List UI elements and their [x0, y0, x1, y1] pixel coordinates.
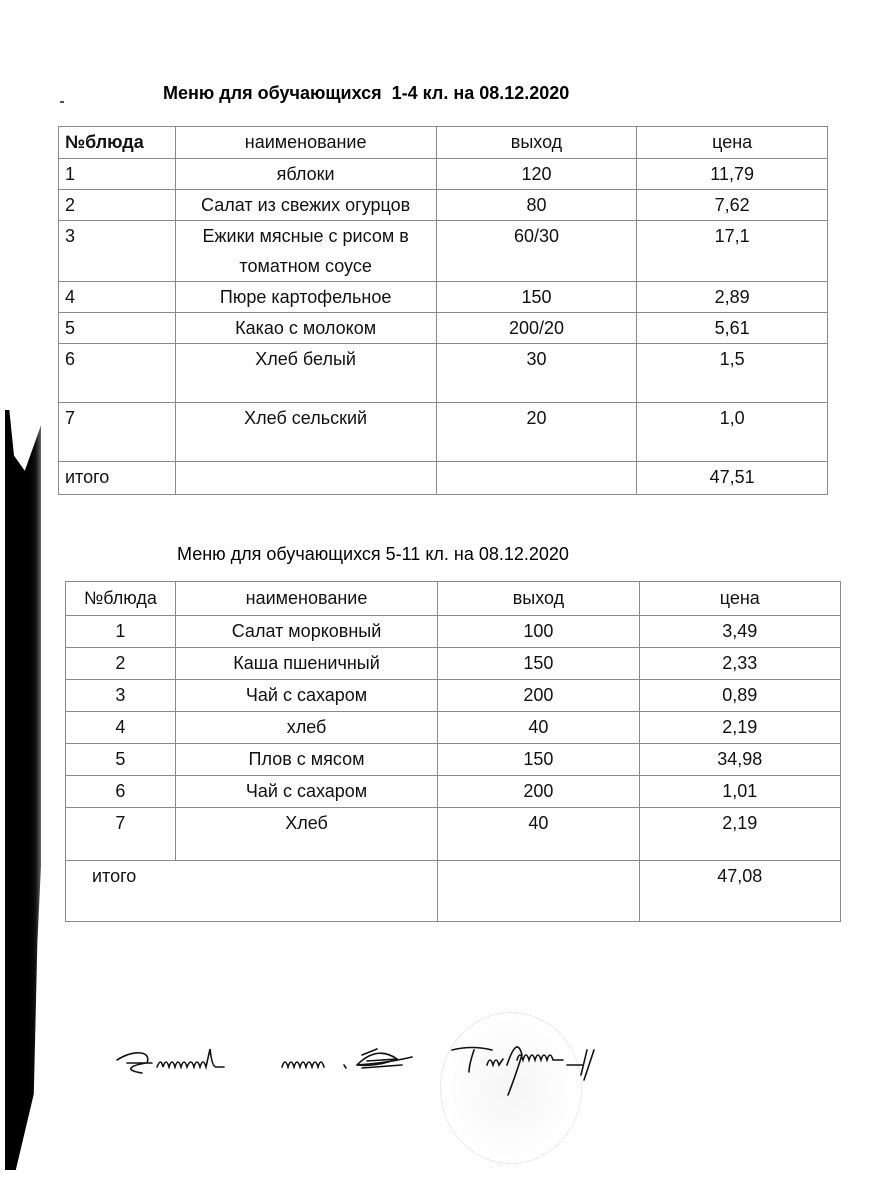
total-value: 47,51 — [637, 462, 828, 495]
cell-price: 7,62 — [637, 190, 828, 221]
menu-senior-title: Меню для обучающихся 5-11 кл. на 08.12.2020 — [177, 544, 569, 564]
empty-cell — [438, 861, 639, 922]
table-row — [66, 808, 841, 861]
cell-price: 2,19 — [639, 808, 840, 861]
cell-price: 3,49 — [639, 616, 840, 648]
handwritten-signature-icon — [112, 1035, 862, 1105]
cell-name: Каша пшеничный — [175, 648, 437, 680]
cell-output: 150 — [438, 744, 639, 776]
cell-price: 17,1 — [637, 221, 828, 282]
cell-output: 100 — [438, 616, 639, 648]
cell-price: 11,79 — [637, 159, 828, 190]
cell-output: 40 — [438, 808, 639, 861]
cell-num: 5 — [66, 744, 176, 776]
cell-output: 200/20 — [436, 313, 637, 344]
table-row — [59, 344, 828, 403]
cell-price: 1,0 — [637, 403, 828, 462]
cell-num: 3 — [66, 680, 176, 712]
menu-junior-table — [58, 126, 828, 495]
cell-price: 2,19 — [639, 712, 840, 744]
table-header-row — [66, 582, 841, 616]
cell-output: 120 — [436, 159, 637, 190]
cell-num: 4 — [66, 712, 176, 744]
table-row — [59, 313, 828, 344]
cell-num: 2 — [59, 190, 176, 221]
header-output: выход — [438, 582, 639, 616]
cell-output: 150 — [436, 282, 637, 313]
menu-senior-table — [65, 581, 841, 922]
table-row — [66, 776, 841, 808]
table-row — [66, 712, 841, 744]
menu-junior-title: Меню для обучающихся 1-4 кл. на 08.12.2020 — [163, 83, 570, 103]
cell-name: Какао с молоком — [175, 313, 436, 344]
total-label: итого — [59, 462, 176, 495]
table-row — [59, 403, 828, 462]
table-row — [66, 680, 841, 712]
scan-shadow-edge — [5, 410, 41, 1170]
table-row — [66, 744, 841, 776]
header-name: наименование — [175, 582, 437, 616]
cell-num: 4 — [59, 282, 176, 313]
table-header-row — [59, 127, 828, 159]
table-row — [59, 221, 828, 282]
header-price: цена — [637, 127, 828, 159]
table-row — [59, 282, 828, 313]
cell-num: 2 — [66, 648, 176, 680]
header-output: выход — [436, 127, 637, 159]
cell-num: 5 — [59, 313, 176, 344]
cell-num: 7 — [59, 403, 176, 462]
cell-output: 80 — [436, 190, 637, 221]
cell-num: 3 — [59, 221, 176, 282]
cell-price: 2,33 — [639, 648, 840, 680]
cell-price: 1,5 — [637, 344, 828, 403]
cell-num: 6 — [66, 776, 176, 808]
header-name: наименование — [175, 127, 436, 159]
cell-num: 7 — [66, 808, 176, 861]
cell-price: 0,89 — [639, 680, 840, 712]
cell-price: 34,98 — [639, 744, 840, 776]
empty-cell — [436, 462, 637, 495]
cell-name: Хлеб — [175, 808, 437, 861]
header-num: №блюда — [66, 582, 176, 616]
cell-name: Чай с сахаром — [175, 776, 437, 808]
cell-num: 1 — [59, 159, 176, 190]
table-row — [66, 648, 841, 680]
cell-name: Салат морковный — [175, 616, 437, 648]
cell-output: 30 — [436, 344, 637, 403]
cell-name: Чай с сахаром — [175, 680, 437, 712]
cell-output: 200 — [438, 776, 639, 808]
cell-price: 2,89 — [637, 282, 828, 313]
cell-output: 60/30 — [436, 221, 637, 282]
scan-speck — [60, 101, 64, 103]
cell-price: 1,01 — [639, 776, 840, 808]
cell-output: 150 — [438, 648, 639, 680]
table-row — [59, 159, 828, 190]
cell-output: 200 — [438, 680, 639, 712]
table-row — [59, 190, 828, 221]
cell-name: Хлеб белый — [175, 344, 436, 403]
cell-num: 1 — [66, 616, 176, 648]
total-value: 47,08 — [639, 861, 840, 922]
cell-output: 40 — [438, 712, 639, 744]
cell-name: хлеб — [175, 712, 437, 744]
cell-output: 20 — [436, 403, 637, 462]
cell-name: Плов с мясом — [175, 744, 437, 776]
cell-name: Ежики мясные с рисом в томатном соусе — [175, 221, 436, 282]
cell-name: яблоки — [175, 159, 436, 190]
total-row — [66, 861, 841, 922]
cell-price: 5,61 — [637, 313, 828, 344]
table-row — [66, 616, 841, 648]
header-num: №блюда — [59, 127, 176, 159]
header-price: цена — [639, 582, 840, 616]
cell-name: Хлеб сельский — [175, 403, 436, 462]
total-label: итого — [66, 861, 438, 922]
cell-name: Салат из свежих огурцов — [175, 190, 436, 221]
total-row — [59, 462, 828, 495]
cell-num: 6 — [59, 344, 176, 403]
empty-cell — [175, 462, 436, 495]
cell-name: Пюре картофельное — [175, 282, 436, 313]
